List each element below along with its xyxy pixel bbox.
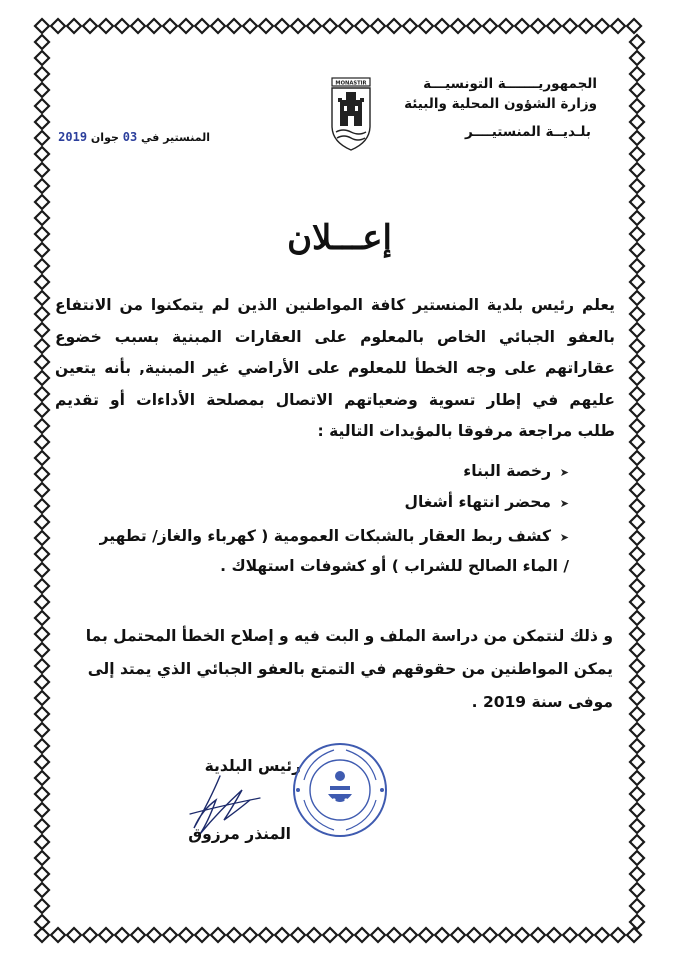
border-diamond bbox=[35, 115, 49, 129]
border-diamond bbox=[630, 291, 644, 305]
border-diamond bbox=[195, 928, 209, 942]
bullet-arrow-icon: ➤ bbox=[559, 497, 569, 510]
border-diamond bbox=[147, 19, 161, 33]
bullet-arrow-icon: ➤ bbox=[559, 531, 569, 544]
border-diamond bbox=[275, 928, 289, 942]
closing-paragraph bbox=[53, 620, 613, 719]
border-diamond bbox=[630, 835, 644, 849]
border-diamond bbox=[630, 35, 644, 49]
signer-name: المنذر مرزوق bbox=[188, 825, 291, 843]
border-diamond bbox=[371, 928, 385, 942]
border-diamond bbox=[563, 19, 577, 33]
border-diamond bbox=[630, 67, 644, 81]
border-diamond bbox=[35, 691, 49, 705]
border-diamond bbox=[275, 19, 289, 33]
border-diamond bbox=[630, 51, 644, 65]
border-diamond bbox=[627, 928, 641, 942]
border-diamond bbox=[387, 19, 401, 33]
border-diamond bbox=[51, 19, 65, 33]
closing-line: و ذلك لنتمكن من دراسة الملف و البت فيه و إصلاح الخطأ المحتمل بما bbox=[85, 627, 613, 645]
closing-line: موفى سنة 2019 . bbox=[471, 693, 613, 711]
document-list-item: ➤رخصة البناء bbox=[463, 462, 569, 480]
border-diamond bbox=[630, 371, 644, 385]
border-diamond bbox=[195, 19, 209, 33]
border-diamond bbox=[35, 835, 49, 849]
border-diamond bbox=[630, 147, 644, 161]
border-diamond bbox=[547, 928, 561, 942]
border-diamond bbox=[35, 755, 49, 769]
body-line: بالعفو الجبائي الخاص بالمعلوم على العقارات المبنية بسبب خضوع bbox=[55, 327, 615, 346]
border-diamond bbox=[35, 163, 49, 177]
border-diamond bbox=[483, 928, 497, 942]
border-diamond bbox=[35, 179, 49, 193]
border-diamond bbox=[115, 19, 129, 33]
border-diamond bbox=[630, 435, 644, 449]
border-diamond bbox=[35, 675, 49, 689]
border-diamond bbox=[515, 19, 529, 33]
border-diamond bbox=[211, 19, 225, 33]
border-diamond bbox=[630, 899, 644, 913]
border-diamond bbox=[451, 19, 465, 33]
border-diamond bbox=[630, 579, 644, 593]
border-diamond bbox=[307, 19, 321, 33]
border-diamond bbox=[35, 403, 49, 417]
border-diamond bbox=[630, 547, 644, 561]
letterhead-republic: الجمهوريـــــــة التونسيـــة bbox=[423, 76, 597, 92]
border-diamond bbox=[467, 928, 481, 942]
border-diamond bbox=[211, 928, 225, 942]
border-diamond bbox=[630, 451, 644, 465]
border-diamond bbox=[35, 531, 49, 545]
border-diamond bbox=[630, 131, 644, 145]
border-diamond bbox=[403, 19, 417, 33]
border-diamond bbox=[35, 627, 49, 641]
border-diamond bbox=[83, 928, 97, 942]
border-diamond bbox=[355, 928, 369, 942]
border-diamond bbox=[35, 659, 49, 673]
border-diamond bbox=[630, 195, 644, 209]
municipality-logo bbox=[328, 76, 374, 152]
border-diamond bbox=[630, 515, 644, 529]
border-diamond bbox=[307, 928, 321, 942]
border-diamond bbox=[435, 928, 449, 942]
border-diamond bbox=[35, 259, 49, 273]
border-diamond bbox=[630, 627, 644, 641]
border-diamond bbox=[630, 771, 644, 785]
border-diamond bbox=[339, 928, 353, 942]
border-diamond bbox=[630, 307, 644, 321]
border-diamond bbox=[35, 803, 49, 817]
border-diamond bbox=[630, 419, 644, 433]
border-diamond bbox=[630, 643, 644, 657]
border-diamond bbox=[579, 19, 593, 33]
border-diamond bbox=[630, 755, 644, 769]
border-diamond bbox=[630, 675, 644, 689]
border-diamond bbox=[630, 691, 644, 705]
border-diamond bbox=[35, 723, 49, 737]
border-diamond bbox=[630, 707, 644, 721]
border-diamond bbox=[467, 19, 481, 33]
border-diamond bbox=[630, 883, 644, 897]
border-diamond bbox=[259, 19, 273, 33]
border-diamond bbox=[371, 19, 385, 33]
border-diamond bbox=[630, 115, 644, 129]
closing-line: يمكن المواطنين من حقوقهم في التمتع بالعفو الجبائي الذي يمتد إلى bbox=[87, 660, 613, 678]
body-line: عقاراتهم على وجه الخطأ للمعلوم على الأراضي غير المبنية, بأنه يتعين bbox=[55, 359, 615, 377]
border-diamond bbox=[179, 928, 193, 942]
body-line: عليهم في إطار تسوية وضعياتهم الاتصال بمصلحة الأداءات أو تقديم bbox=[55, 390, 615, 409]
date-year: 2019 bbox=[58, 130, 88, 144]
border-diamond bbox=[387, 928, 401, 942]
document-list-item: ➤كشف ربط العقار بالشبكات العمومية ( كهرباء والغاز/ تطهير bbox=[99, 527, 569, 545]
date-line bbox=[60, 130, 210, 144]
border-diamond bbox=[579, 928, 593, 942]
border-diamond bbox=[35, 867, 49, 881]
border-diamond bbox=[35, 707, 49, 721]
border-diamond bbox=[35, 483, 49, 497]
border-diamond bbox=[243, 19, 257, 33]
border-diamond bbox=[35, 355, 49, 369]
document-list-item-continuation: / الماء الصالح للشراب ) أو كشوفات استهلاك . bbox=[220, 557, 569, 575]
border-diamond bbox=[35, 643, 49, 657]
border-diamond bbox=[419, 19, 433, 33]
border-diamond bbox=[115, 928, 129, 942]
border-diamond bbox=[67, 928, 81, 942]
border-diamond bbox=[35, 147, 49, 161]
border-diamond bbox=[630, 467, 644, 481]
border-diamond bbox=[595, 19, 609, 33]
border-diamond bbox=[35, 19, 49, 33]
border-diamond bbox=[630, 915, 644, 929]
border-diamond bbox=[131, 19, 145, 33]
border-diamond bbox=[630, 867, 644, 881]
border-diamond bbox=[35, 323, 49, 337]
border-diamond bbox=[630, 787, 644, 801]
border-diamond bbox=[630, 851, 644, 865]
border-diamond bbox=[35, 611, 49, 625]
border-diamond bbox=[131, 928, 145, 942]
border-diamond bbox=[243, 928, 257, 942]
border-diamond bbox=[355, 19, 369, 33]
border-diamond bbox=[630, 259, 644, 273]
border-diamond bbox=[595, 928, 609, 942]
border-diamond bbox=[35, 899, 49, 913]
border-diamond bbox=[35, 419, 49, 433]
border-diamond bbox=[291, 928, 305, 942]
border-diamond bbox=[51, 928, 65, 942]
border-diamond bbox=[531, 928, 545, 942]
border-diamond bbox=[451, 928, 465, 942]
border-diamond bbox=[35, 99, 49, 113]
border-diamond bbox=[35, 67, 49, 81]
border-diamond bbox=[259, 928, 273, 942]
border-diamond bbox=[630, 483, 644, 497]
letterhead-municipality: بلـديــة المنستيــــر bbox=[464, 124, 591, 140]
border-diamond bbox=[35, 547, 49, 561]
body-line: يعلم رئيس بلدية المنستير كافة المواطنين الذين لم يتمكنوا من الانتفاع bbox=[55, 296, 615, 314]
border-diamond bbox=[630, 275, 644, 289]
border-diamond bbox=[630, 323, 644, 337]
border-diamond bbox=[419, 928, 433, 942]
border-diamond bbox=[630, 611, 644, 625]
letterhead-ministry: وزارة الشؤون المحلية والبيئة bbox=[404, 96, 597, 112]
date-prefix: المنستير في bbox=[141, 131, 210, 144]
border-diamond bbox=[630, 723, 644, 737]
border-diamond bbox=[35, 131, 49, 145]
body-line: طلب مراجعة مرفوقا بالمؤيدات التالية : bbox=[317, 422, 615, 440]
signer-title: رئيس البلدية bbox=[204, 757, 301, 775]
border-diamond bbox=[35, 195, 49, 209]
border-diamond bbox=[630, 387, 644, 401]
date-month: جوان bbox=[90, 131, 119, 144]
border-diamond bbox=[35, 83, 49, 97]
border-diamond bbox=[35, 515, 49, 529]
border-diamond bbox=[611, 928, 625, 942]
border-diamond bbox=[627, 19, 641, 33]
border-diamond bbox=[630, 499, 644, 513]
border-diamond bbox=[35, 579, 49, 593]
border-diamond bbox=[630, 531, 644, 545]
border-diamond bbox=[35, 819, 49, 833]
border-diamond bbox=[499, 928, 513, 942]
border-diamond bbox=[99, 19, 113, 33]
border-diamond bbox=[35, 563, 49, 577]
border-diamond bbox=[630, 739, 644, 753]
border-diamond bbox=[403, 928, 417, 942]
border-diamond bbox=[35, 387, 49, 401]
border-diamond bbox=[35, 787, 49, 801]
border-diamond bbox=[83, 19, 97, 33]
border-diamond bbox=[323, 928, 337, 942]
border-diamond bbox=[630, 403, 644, 417]
border-diamond bbox=[163, 928, 177, 942]
border-diamond bbox=[35, 595, 49, 609]
border-diamond bbox=[483, 19, 497, 33]
border-diamond bbox=[630, 339, 644, 353]
border-diamond bbox=[227, 19, 241, 33]
border-diamond bbox=[35, 339, 49, 353]
border-diamond bbox=[630, 179, 644, 193]
border-diamond bbox=[611, 19, 625, 33]
border-diamond bbox=[35, 291, 49, 305]
border-diamond bbox=[35, 451, 49, 465]
border-diamond bbox=[630, 83, 644, 97]
border-diamond bbox=[435, 19, 449, 33]
border-diamond bbox=[323, 19, 337, 33]
border-diamond bbox=[163, 19, 177, 33]
border-diamond bbox=[630, 595, 644, 609]
letterhead bbox=[367, 74, 597, 142]
border-diamond bbox=[515, 928, 529, 942]
date-day: 03 bbox=[122, 130, 138, 144]
border-diamond bbox=[630, 355, 644, 369]
border-diamond bbox=[563, 928, 577, 942]
border-diamond bbox=[35, 435, 49, 449]
border-diamond bbox=[499, 19, 513, 33]
border-diamond bbox=[35, 51, 49, 65]
border-diamond bbox=[99, 928, 113, 942]
border-diamond bbox=[35, 499, 49, 513]
official-stamp bbox=[290, 740, 390, 840]
border-diamond bbox=[227, 928, 241, 942]
border-diamond bbox=[630, 163, 644, 177]
document-list-item: ➤محضر انتهاء أشغال bbox=[404, 493, 569, 511]
border-diamond bbox=[35, 771, 49, 785]
border-diamond bbox=[630, 563, 644, 577]
border-diamond bbox=[147, 928, 161, 942]
bullet-arrow-icon: ➤ bbox=[559, 466, 569, 479]
border-diamond bbox=[35, 851, 49, 865]
border-diamond bbox=[35, 467, 49, 481]
border-diamond bbox=[67, 19, 81, 33]
border-diamond bbox=[35, 883, 49, 897]
border-diamond bbox=[339, 19, 353, 33]
border-diamond bbox=[35, 371, 49, 385]
page-title: إعـــلان bbox=[287, 218, 392, 258]
border-diamond bbox=[179, 19, 193, 33]
border-diamond bbox=[35, 307, 49, 321]
border-diamond bbox=[630, 659, 644, 673]
border-diamond bbox=[630, 99, 644, 113]
border-diamond bbox=[630, 819, 644, 833]
logo-text: MONASTIR bbox=[335, 80, 367, 87]
border-diamond bbox=[35, 35, 49, 49]
border-diamond bbox=[547, 19, 561, 33]
border-diamond bbox=[531, 19, 545, 33]
announcement-body bbox=[55, 290, 615, 448]
border-diamond bbox=[35, 739, 49, 753]
border-diamond bbox=[35, 275, 49, 289]
border-diamond bbox=[291, 19, 305, 33]
border-diamond bbox=[630, 803, 644, 817]
